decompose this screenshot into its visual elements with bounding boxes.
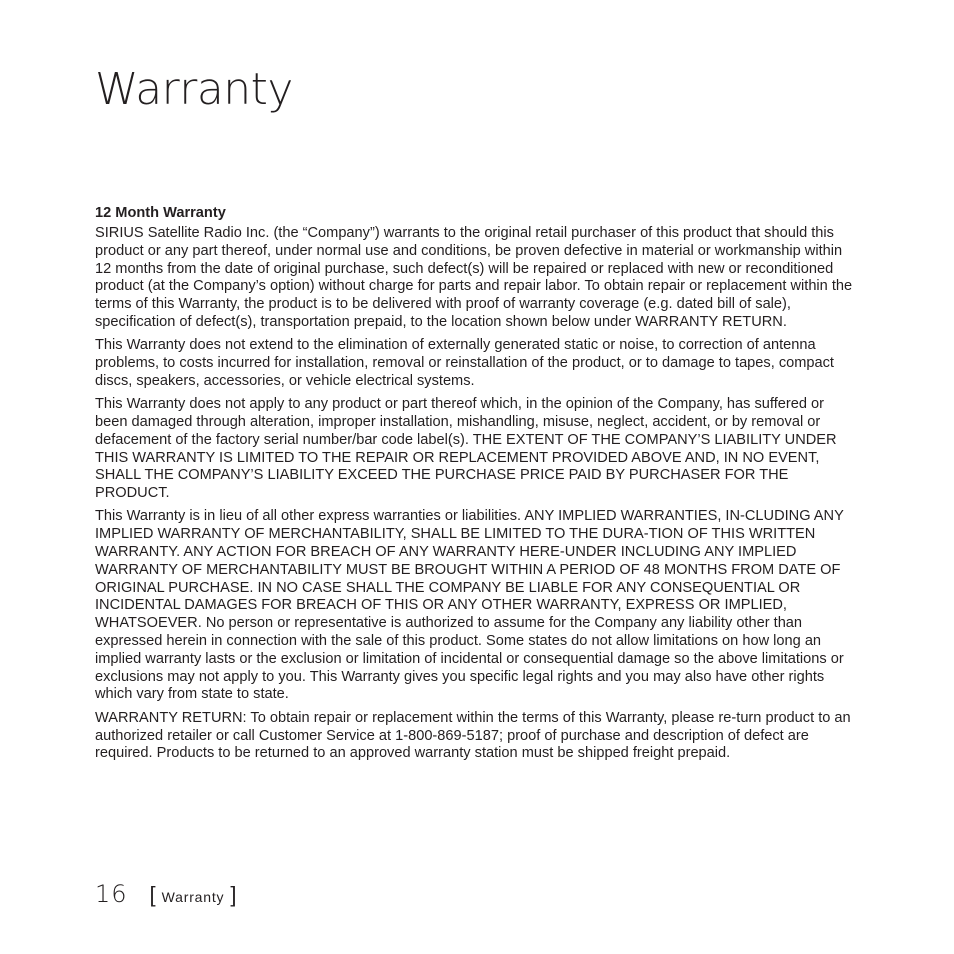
warranty-paragraph-limitations: This Warranty does not apply to any product or part thereof which, in the opinion of the Company, has suffered or been damaged through alteration, improper installation, mishandling, misuse, neglect, accident, or by removal or defacement of the factory serial number/bar code label(s). THE EXTENT OF THE COMPANY’S LIABILITY UNDER THIS WARRANTY IS LIMITED TO THE REPAIR OR REPLACEMENT PROVIDED ABOVE AND, IN NO EVENT, SHALL THE COMPANY’S LIABILITY EXCEED THE PURCHASE PRICE PAID BY PURCHASER FOR THE PRODUCT. xyxy=(95,396,837,502)
warranty-paragraph-coverage: SIRIUS Satellite Radio Inc. (the “Company”) warrants to the original retail purchaser of this product that should this product or any part thereof, under normal use and conditions, be proven defective in material or workmanship within 12 months from the date of original purchase, such defect(s) will be repaired or replaced with new or reconditioned product (at the Company’s option) without charge for parts and repair labor. To obtain repair or replacement within the terms of this Warranty, the product is to be delivered with proof of warranty coverage (e.g. dated bill of sale), specification of defect(s), transportation prepaid, to the location shown below under WARRANTY RETURN. xyxy=(95,225,853,330)
running-head-open-bracket: [ xyxy=(149,882,156,907)
warranty-paragraph-implied: This Warranty is in lieu of all other express warranties or liabilities. ANY IMPLIED WARRANTIES, IN-CLUDING ANY IMPLIED WARRANTY OF MERCHANTABILITY, SHALL BE LIMITED TO THE DURA-TION OF THIS WRITTEN WARRANTY. ANY ACTION FOR BREACH OF ANY WARRANTY HERE-UNDER INCLUDING ANY IMPLIED WARRANTY OF MERCHANTABILITY MUST BE BROUGHT WITHIN A PERIOD OF 48 MONTHS FROM DATE OF ORIGINAL PURCHASE. IN NO CASE SHALL THE COMPANY BE LIABLE FOR ANY CONSEQUENTIAL OR INCIDENTAL DAMAGES FOR BREACH OF THIS OR ANY OTHER WARRANTY, EXPRESS OR IMPLIED, WHATSOEVER. No person or representative is authorized to assume for the Company any liability other than expressed herein in connection with the sale of this product. Some states do not allow limitations on how long an implied warranty lasts or the exclusion or limitation of incidental or consequential damage so the above limitations or exclusions may not apply to you. This Warranty gives you specific legal rights and you may also have other rights which vary from state to state. xyxy=(95,508,844,703)
warranty-paragraph-exclusions: This Warranty does not extend to the elimination of externally generated static or noise, to correction of antenna problems, to costs incurred for installation, removal or reinstallation of the product, or to damage to tapes, compact discs, speakers, accessories, or vehicle electrical systems. xyxy=(95,337,834,389)
running-head xyxy=(150,878,237,912)
running-head-label: Warranty xyxy=(161,889,225,905)
page-title: Warranty xyxy=(95,64,293,115)
page-number: 16 xyxy=(95,880,128,908)
section-heading: 12 Month Warranty xyxy=(95,205,226,221)
warranty-section xyxy=(95,204,859,769)
warranty-paragraph-return: WARRANTY RETURN: To obtain repair or replacement within the terms of this Warranty, please re-turn product to an authorized retailer or call Customer Service at 1-800-869-5187; proof of purchase and description of defect are required. Products to be returned to an approved warranty station must be shipped freight prepaid. xyxy=(95,709,851,762)
page-footer xyxy=(95,877,236,911)
running-head-close-bracket: ] xyxy=(230,882,237,907)
